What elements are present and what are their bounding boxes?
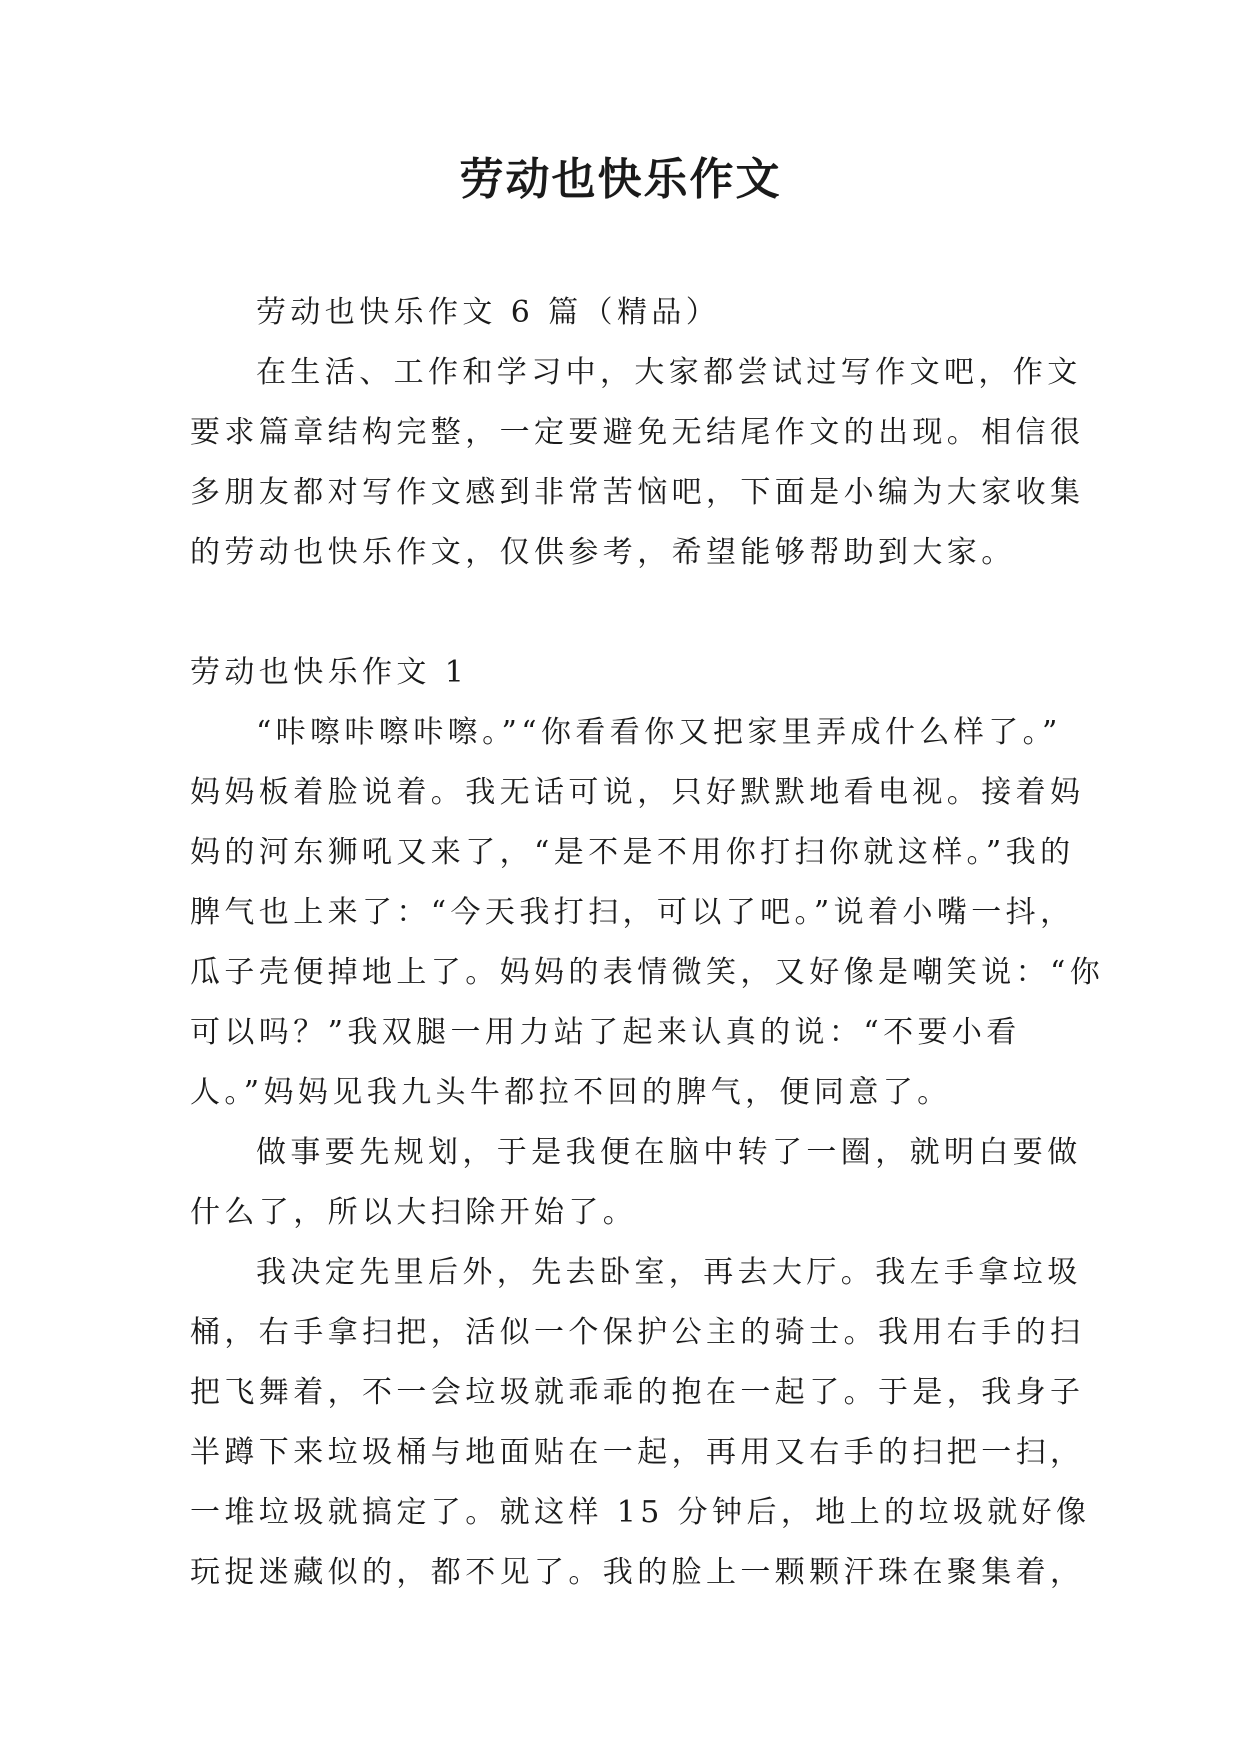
text-line: 可以吗？”我双腿一用力站了起来认真的说：“不要小看: [190, 1015, 1021, 1050]
text-line: 玩捉迷藏似的，都不见了。我的脸上一颗颗汗珠在聚集着，: [190, 1555, 1085, 1590]
paragraph-gap: [190, 583, 1052, 643]
text-line: “咔嚓咔嚓咔嚓。”“你看看你又把家里弄成什么样了。”: [256, 715, 1062, 750]
document-title: 劳动也快乐作文: [459, 154, 782, 205]
text-line: 妈的河东狮吼又来了，“是不是不用你打扫你就这样。”我的: [190, 835, 1075, 870]
text-line: 什么了，所以大扫除开始了。: [190, 1195, 638, 1230]
text-line: 人。”妈妈见我九头牛都拉不回的脾气，便同意了。: [190, 1075, 952, 1110]
text-line: 做事要先规划，于是我便在脑中转了一圈，就明白要做: [256, 1135, 1082, 1170]
text-line: 劳动也快乐作文 6 篇（精品）: [256, 295, 721, 330]
text-line: 劳动也快乐作文 1: [190, 655, 469, 690]
text-line: 的劳动也快乐作文，仅供参考，希望能够帮助到大家。: [190, 535, 1016, 570]
text-line: 桶，右手拿扫把，活似一个保护公主的骑士。我用右手的扫: [190, 1315, 1085, 1350]
text-line: 半蹲下来垃圾桶与地面贴在一起，再用又右手的扫把一扫，: [190, 1435, 1085, 1470]
text-line: 在生活、工作和学习中，大家都尝试过写作文吧，作文: [256, 355, 1082, 390]
document-body: [190, 283, 1105, 1603]
text-line: 把飞舞着，不一会垃圾就乖乖的抱在一起了。于是，我身子: [190, 1375, 1085, 1410]
text-line: 要求篇章结构完整，一定要避免无结尾作文的出现。相信很: [190, 415, 1085, 450]
text-line: 瓜子壳便掉地上了。妈妈的表情微笑，又好像是嘲笑说：“你: [190, 955, 1105, 990]
text-line: 多朋友都对写作文感到非常苦恼吧，下面是小编为大家收集: [190, 475, 1085, 510]
text-line: 脾气也上来了：“今天我打扫，可以了吧。”说着小嘴一抖，: [190, 895, 1075, 930]
text-line: 一堆垃圾就搞定了。就这样 15 分钟后，地上的垃圾就好像: [190, 1495, 1091, 1530]
text-line: 我决定先里后外，先去卧室，再去大厅。我左手拿垃圾: [256, 1255, 1082, 1290]
text-line: 妈妈板着脸说着。我无话可说，只好默默地看电视。接着妈: [190, 775, 1085, 810]
